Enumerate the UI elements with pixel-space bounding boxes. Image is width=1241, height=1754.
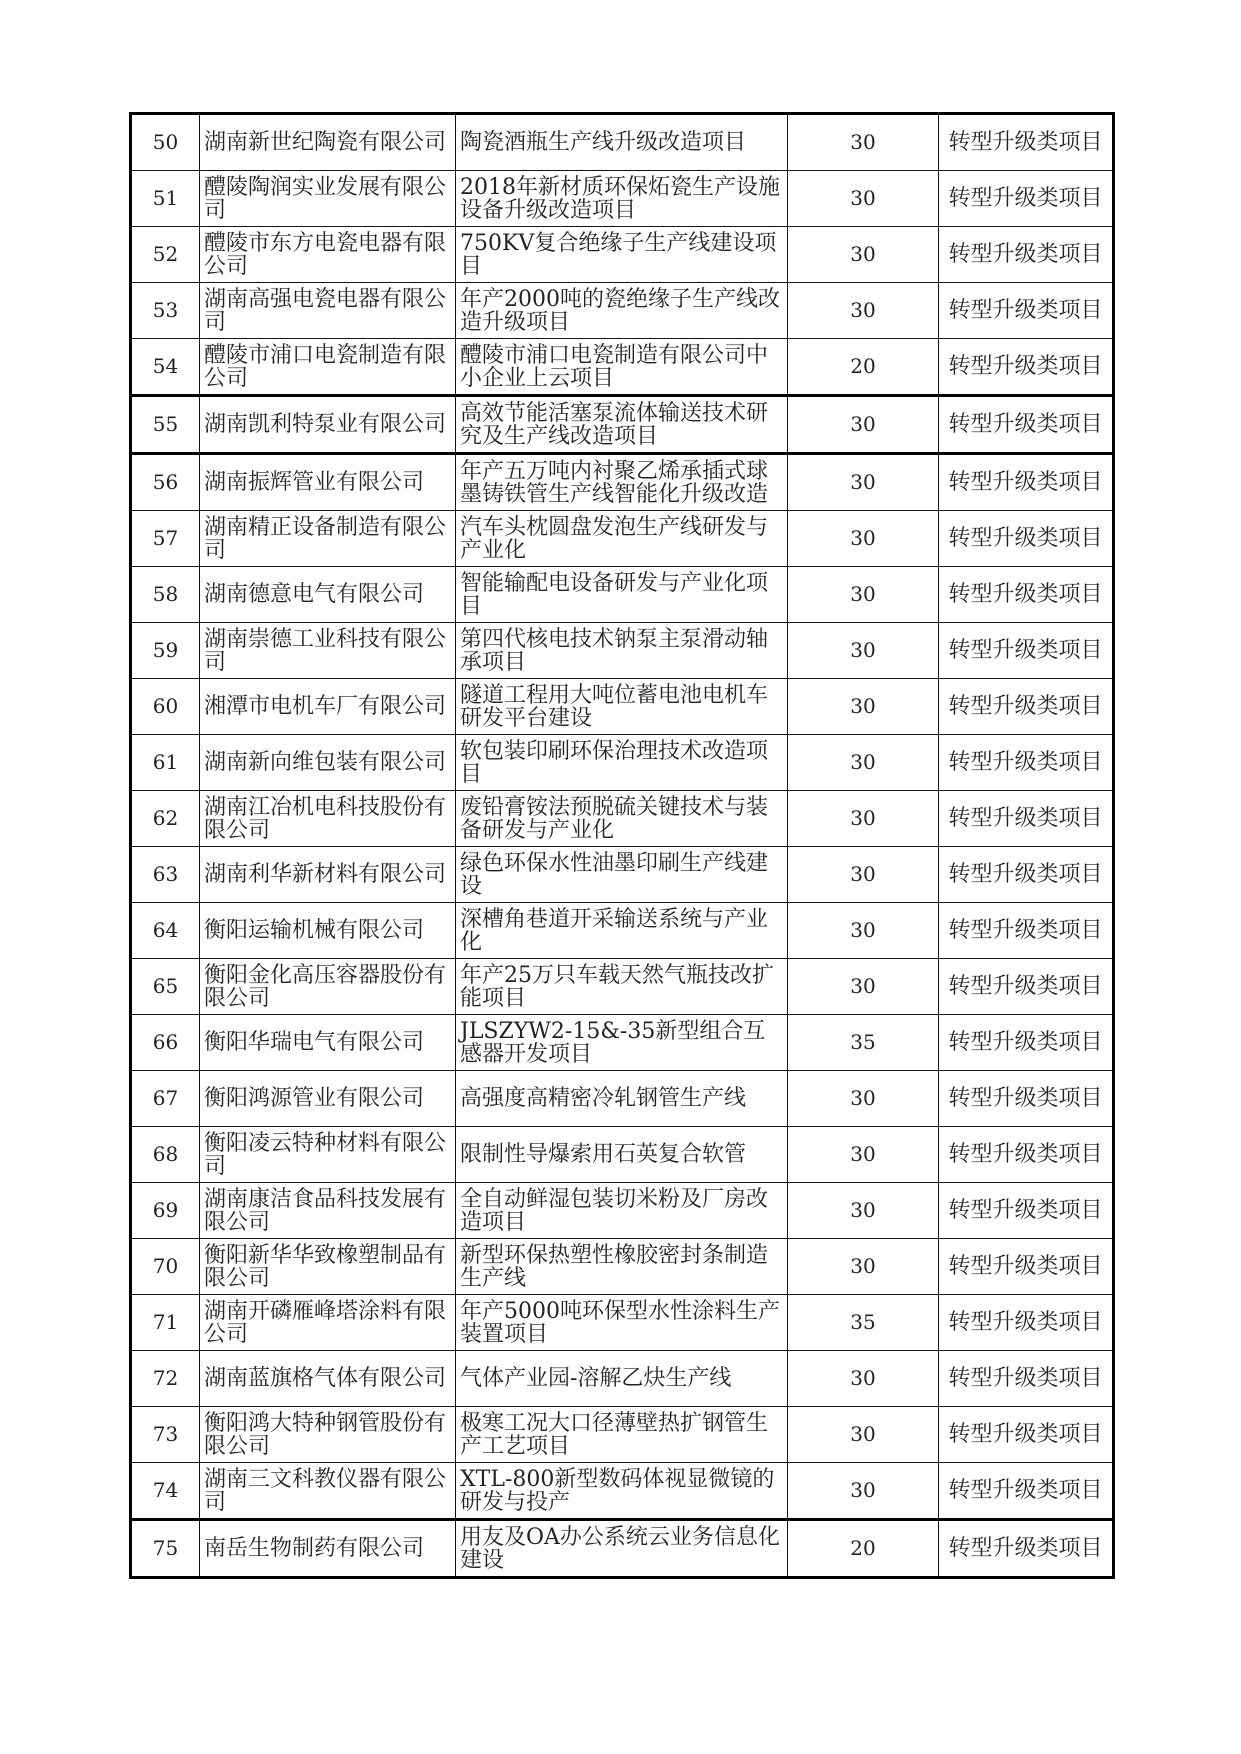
project-category-cell: 转型升级类项目 (939, 396, 1114, 454)
project-name-cell: 醴陵市浦口电瓷制造有限公司中小企业上云项目 (456, 339, 788, 396)
company-name-cell: 衡阳运输机械有限公司 (200, 903, 456, 959)
row-number-cell: 75 (131, 1520, 200, 1578)
funding-amount-cell: 30 (788, 1407, 939, 1463)
funding-amount-cell: 30 (788, 1239, 939, 1295)
funding-amount-cell: 30 (788, 791, 939, 847)
project-name-cell: 年产5000吨环保型水性涂料生产装置项目 (456, 1295, 788, 1351)
funding-amount-cell: 30 (788, 283, 939, 339)
project-name-cell: 隧道工程用大吨位蓄电池电机车研发平台建设 (456, 679, 788, 735)
project-category-cell: 转型升级类项目 (939, 339, 1114, 396)
row-number-cell: 59 (131, 623, 200, 679)
project-category-cell: 转型升级类项目 (939, 1071, 1114, 1127)
row-number-cell: 63 (131, 847, 200, 903)
project-category-cell: 转型升级类项目 (939, 903, 1114, 959)
table-row (131, 1351, 1114, 1407)
project-name-cell: 第四代核电技术钠泵主泵滑动轴承项目 (456, 623, 788, 679)
funding-amount-cell: 30 (788, 1351, 939, 1407)
company-name-cell: 湖南江冶机电科技股份有限公司 (200, 791, 456, 847)
project-category-cell: 转型升级类项目 (939, 1183, 1114, 1239)
project-category-cell: 转型升级类项目 (939, 1015, 1114, 1071)
project-name-cell: 高强度高精密冷轧钢管生产线 (456, 1071, 788, 1127)
table-row (131, 847, 1114, 903)
funding-amount-cell: 30 (788, 735, 939, 791)
row-number-cell: 53 (131, 283, 200, 339)
row-number-cell: 69 (131, 1183, 200, 1239)
table-body (131, 114, 1114, 1578)
table-row (131, 735, 1114, 791)
table-row (131, 791, 1114, 847)
company-name-cell: 衡阳鸿源管业有限公司 (200, 1071, 456, 1127)
funding-amount-cell: 30 (788, 396, 939, 454)
company-name-cell: 湖南凯利特泵业有限公司 (200, 396, 456, 454)
table-row (131, 1520, 1114, 1578)
company-name-cell: 湖南高强电瓷电器有限公司 (200, 283, 456, 339)
project-name-cell: 极寒工况大口径薄壁热扩钢管生产工艺项目 (456, 1407, 788, 1463)
project-name-cell: 陶瓷酒瓶生产线升级改造项目 (456, 114, 788, 171)
company-name-cell: 湖南蓝旗格气体有限公司 (200, 1351, 456, 1407)
row-number-cell: 58 (131, 567, 200, 623)
project-name-cell: 深槽角巷道开采输送系统与产业化 (456, 903, 788, 959)
row-number-cell: 60 (131, 679, 200, 735)
table-row (131, 396, 1114, 454)
project-name-cell: 气体产业园-溶解乙炔生产线 (456, 1351, 788, 1407)
company-name-cell: 衡阳鸿大特种钢管股份有限公司 (200, 1407, 456, 1463)
project-category-cell: 转型升级类项目 (939, 1127, 1114, 1183)
project-category-cell: 转型升级类项目 (939, 847, 1114, 903)
funding-amount-cell: 30 (788, 623, 939, 679)
project-category-cell: 转型升级类项目 (939, 735, 1114, 791)
project-category-cell: 转型升级类项目 (939, 1295, 1114, 1351)
company-name-cell: 湖南三文科教仪器有限公司 (200, 1463, 456, 1520)
company-name-cell: 醴陵市东方电瓷电器有限公司 (200, 227, 456, 283)
project-category-cell: 转型升级类项目 (939, 959, 1114, 1015)
project-category-cell: 转型升级类项目 (939, 791, 1114, 847)
table-row (131, 959, 1114, 1015)
project-name-cell: XTL-800新型数码体视显微镜的研发与投产 (456, 1463, 788, 1520)
table-row (131, 1407, 1114, 1463)
project-name-cell: 绿色环保水性油墨印刷生产线建设 (456, 847, 788, 903)
row-number-cell: 68 (131, 1127, 200, 1183)
row-number-cell: 62 (131, 791, 200, 847)
funding-amount-cell: 20 (788, 1520, 939, 1578)
project-category-cell: 转型升级类项目 (939, 227, 1114, 283)
table-row (131, 1183, 1114, 1239)
row-number-cell: 50 (131, 114, 200, 171)
project-category-cell: 转型升级类项目 (939, 1239, 1114, 1295)
company-name-cell: 湖南新向维包装有限公司 (200, 735, 456, 791)
row-number-cell: 54 (131, 339, 200, 396)
project-category-cell: 转型升级类项目 (939, 1520, 1114, 1578)
project-category-cell: 转型升级类项目 (939, 1407, 1114, 1463)
funding-amount-cell: 30 (788, 847, 939, 903)
row-number-cell: 72 (131, 1351, 200, 1407)
project-category-cell: 转型升级类项目 (939, 171, 1114, 227)
funding-amount-cell: 30 (788, 679, 939, 735)
table-row (131, 339, 1114, 396)
company-name-cell: 湖南新世纪陶瓷有限公司 (200, 114, 456, 171)
row-number-cell: 74 (131, 1463, 200, 1520)
company-name-cell: 湖南利华新材料有限公司 (200, 847, 456, 903)
table-row (131, 679, 1114, 735)
row-number-cell: 71 (131, 1295, 200, 1351)
funding-amount-cell: 30 (788, 454, 939, 511)
table-row (131, 511, 1114, 567)
table-row (131, 903, 1114, 959)
funding-amount-cell: 30 (788, 903, 939, 959)
table-row (131, 1071, 1114, 1127)
row-number-cell: 61 (131, 735, 200, 791)
company-name-cell: 湖南康洁食品科技发展有限公司 (200, 1183, 456, 1239)
company-name-cell: 湖南德意电气有限公司 (200, 567, 456, 623)
project-name-cell: JLSZYW2-15&-35新型组合互感器开发项目 (456, 1015, 788, 1071)
project-name-cell: 高效节能活塞泵流体输送技术研究及生产线改造项目 (456, 396, 788, 454)
table-row (131, 623, 1114, 679)
project-name-cell: 年产2000吨的瓷绝缘子生产线改造升级项目 (456, 283, 788, 339)
row-number-cell: 70 (131, 1239, 200, 1295)
table-row (131, 171, 1114, 227)
project-category-cell: 转型升级类项目 (939, 567, 1114, 623)
funding-amount-cell: 30 (788, 227, 939, 283)
row-number-cell: 73 (131, 1407, 200, 1463)
project-name-cell: 年产25万只车载天然气瓶技改扩能项目 (456, 959, 788, 1015)
company-name-cell: 南岳生物制药有限公司 (200, 1520, 456, 1578)
table-row (131, 283, 1114, 339)
company-name-cell: 湖南崇德工业科技有限公司 (200, 623, 456, 679)
funding-amount-cell: 30 (788, 114, 939, 171)
company-name-cell: 湖南开磷雁峰塔涂料有限公司 (200, 1295, 456, 1351)
project-name-cell: 废铅膏铵法预脱硫关键技术与装备研发与产业化 (456, 791, 788, 847)
row-number-cell: 55 (131, 396, 200, 454)
company-name-cell: 衡阳新华华致橡塑制品有限公司 (200, 1239, 456, 1295)
funding-amount-cell: 30 (788, 511, 939, 567)
company-name-cell: 衡阳华瑞电气有限公司 (200, 1015, 456, 1071)
project-category-cell: 转型升级类项目 (939, 114, 1114, 171)
project-category-cell: 转型升级类项目 (939, 679, 1114, 735)
funding-amount-cell: 30 (788, 1183, 939, 1239)
table-row (131, 1295, 1114, 1351)
row-number-cell: 65 (131, 959, 200, 1015)
funding-amount-cell: 30 (788, 1071, 939, 1127)
funding-amount-cell: 30 (788, 1127, 939, 1183)
project-category-cell: 转型升级类项目 (939, 454, 1114, 511)
project-name-cell: 限制性导爆索用石英复合软管 (456, 1127, 788, 1183)
table-row (131, 227, 1114, 283)
company-name-cell: 醴陵市浦口电瓷制造有限公司 (200, 339, 456, 396)
funding-amount-cell: 30 (788, 567, 939, 623)
table-row (131, 114, 1114, 171)
company-name-cell: 湖南振辉管业有限公司 (200, 454, 456, 511)
row-number-cell: 52 (131, 227, 200, 283)
company-name-cell: 湘潭市电机车厂有限公司 (200, 679, 456, 735)
row-number-cell: 64 (131, 903, 200, 959)
row-number-cell: 56 (131, 454, 200, 511)
table-row (131, 1015, 1114, 1071)
project-name-cell: 2018年新材质环保炻瓷生产设施设备升级改造项目 (456, 171, 788, 227)
company-name-cell: 湖南精正设备制造有限公司 (200, 511, 456, 567)
company-name-cell: 衡阳金化高压容器股份有限公司 (200, 959, 456, 1015)
project-list-table (129, 112, 1115, 1579)
project-name-cell: 年产五万吨内衬聚乙烯承插式球墨铸铁管生产线智能化升级改造 (456, 454, 788, 511)
table-row (131, 1239, 1114, 1295)
project-name-cell: 用友及OA办公系统云业务信息化建设 (456, 1520, 788, 1578)
project-name-cell: 软包装印刷环保治理技术改造项目 (456, 735, 788, 791)
project-category-cell: 转型升级类项目 (939, 511, 1114, 567)
row-number-cell: 57 (131, 511, 200, 567)
table-row (131, 1127, 1114, 1183)
project-name-cell: 新型环保热塑性橡胶密封条制造生产线 (456, 1239, 788, 1295)
row-number-cell: 67 (131, 1071, 200, 1127)
funding-amount-cell: 30 (788, 1463, 939, 1520)
table-row (131, 1463, 1114, 1520)
funding-amount-cell: 35 (788, 1295, 939, 1351)
project-category-cell: 转型升级类项目 (939, 1463, 1114, 1520)
company-name-cell: 衡阳凌云特种材料有限公司 (200, 1127, 456, 1183)
row-number-cell: 51 (131, 171, 200, 227)
project-name-cell: 全自动鲜湿包装切米粉及厂房改造项目 (456, 1183, 788, 1239)
funding-amount-cell: 30 (788, 959, 939, 1015)
company-name-cell: 醴陵陶润实业发展有限公司 (200, 171, 456, 227)
row-number-cell: 66 (131, 1015, 200, 1071)
funding-amount-cell: 35 (788, 1015, 939, 1071)
project-name-cell: 750KV复合绝缘子生产线建设项目 (456, 227, 788, 283)
funding-amount-cell: 30 (788, 171, 939, 227)
project-category-cell: 转型升级类项目 (939, 283, 1114, 339)
project-name-cell: 汽车头枕圆盘发泡生产线研发与产业化 (456, 511, 788, 567)
project-category-cell: 转型升级类项目 (939, 1351, 1114, 1407)
table-row (131, 567, 1114, 623)
project-name-cell: 智能输配电设备研发与产业化项目 (456, 567, 788, 623)
table-row (131, 454, 1114, 511)
project-category-cell: 转型升级类项目 (939, 623, 1114, 679)
funding-amount-cell: 20 (788, 339, 939, 396)
